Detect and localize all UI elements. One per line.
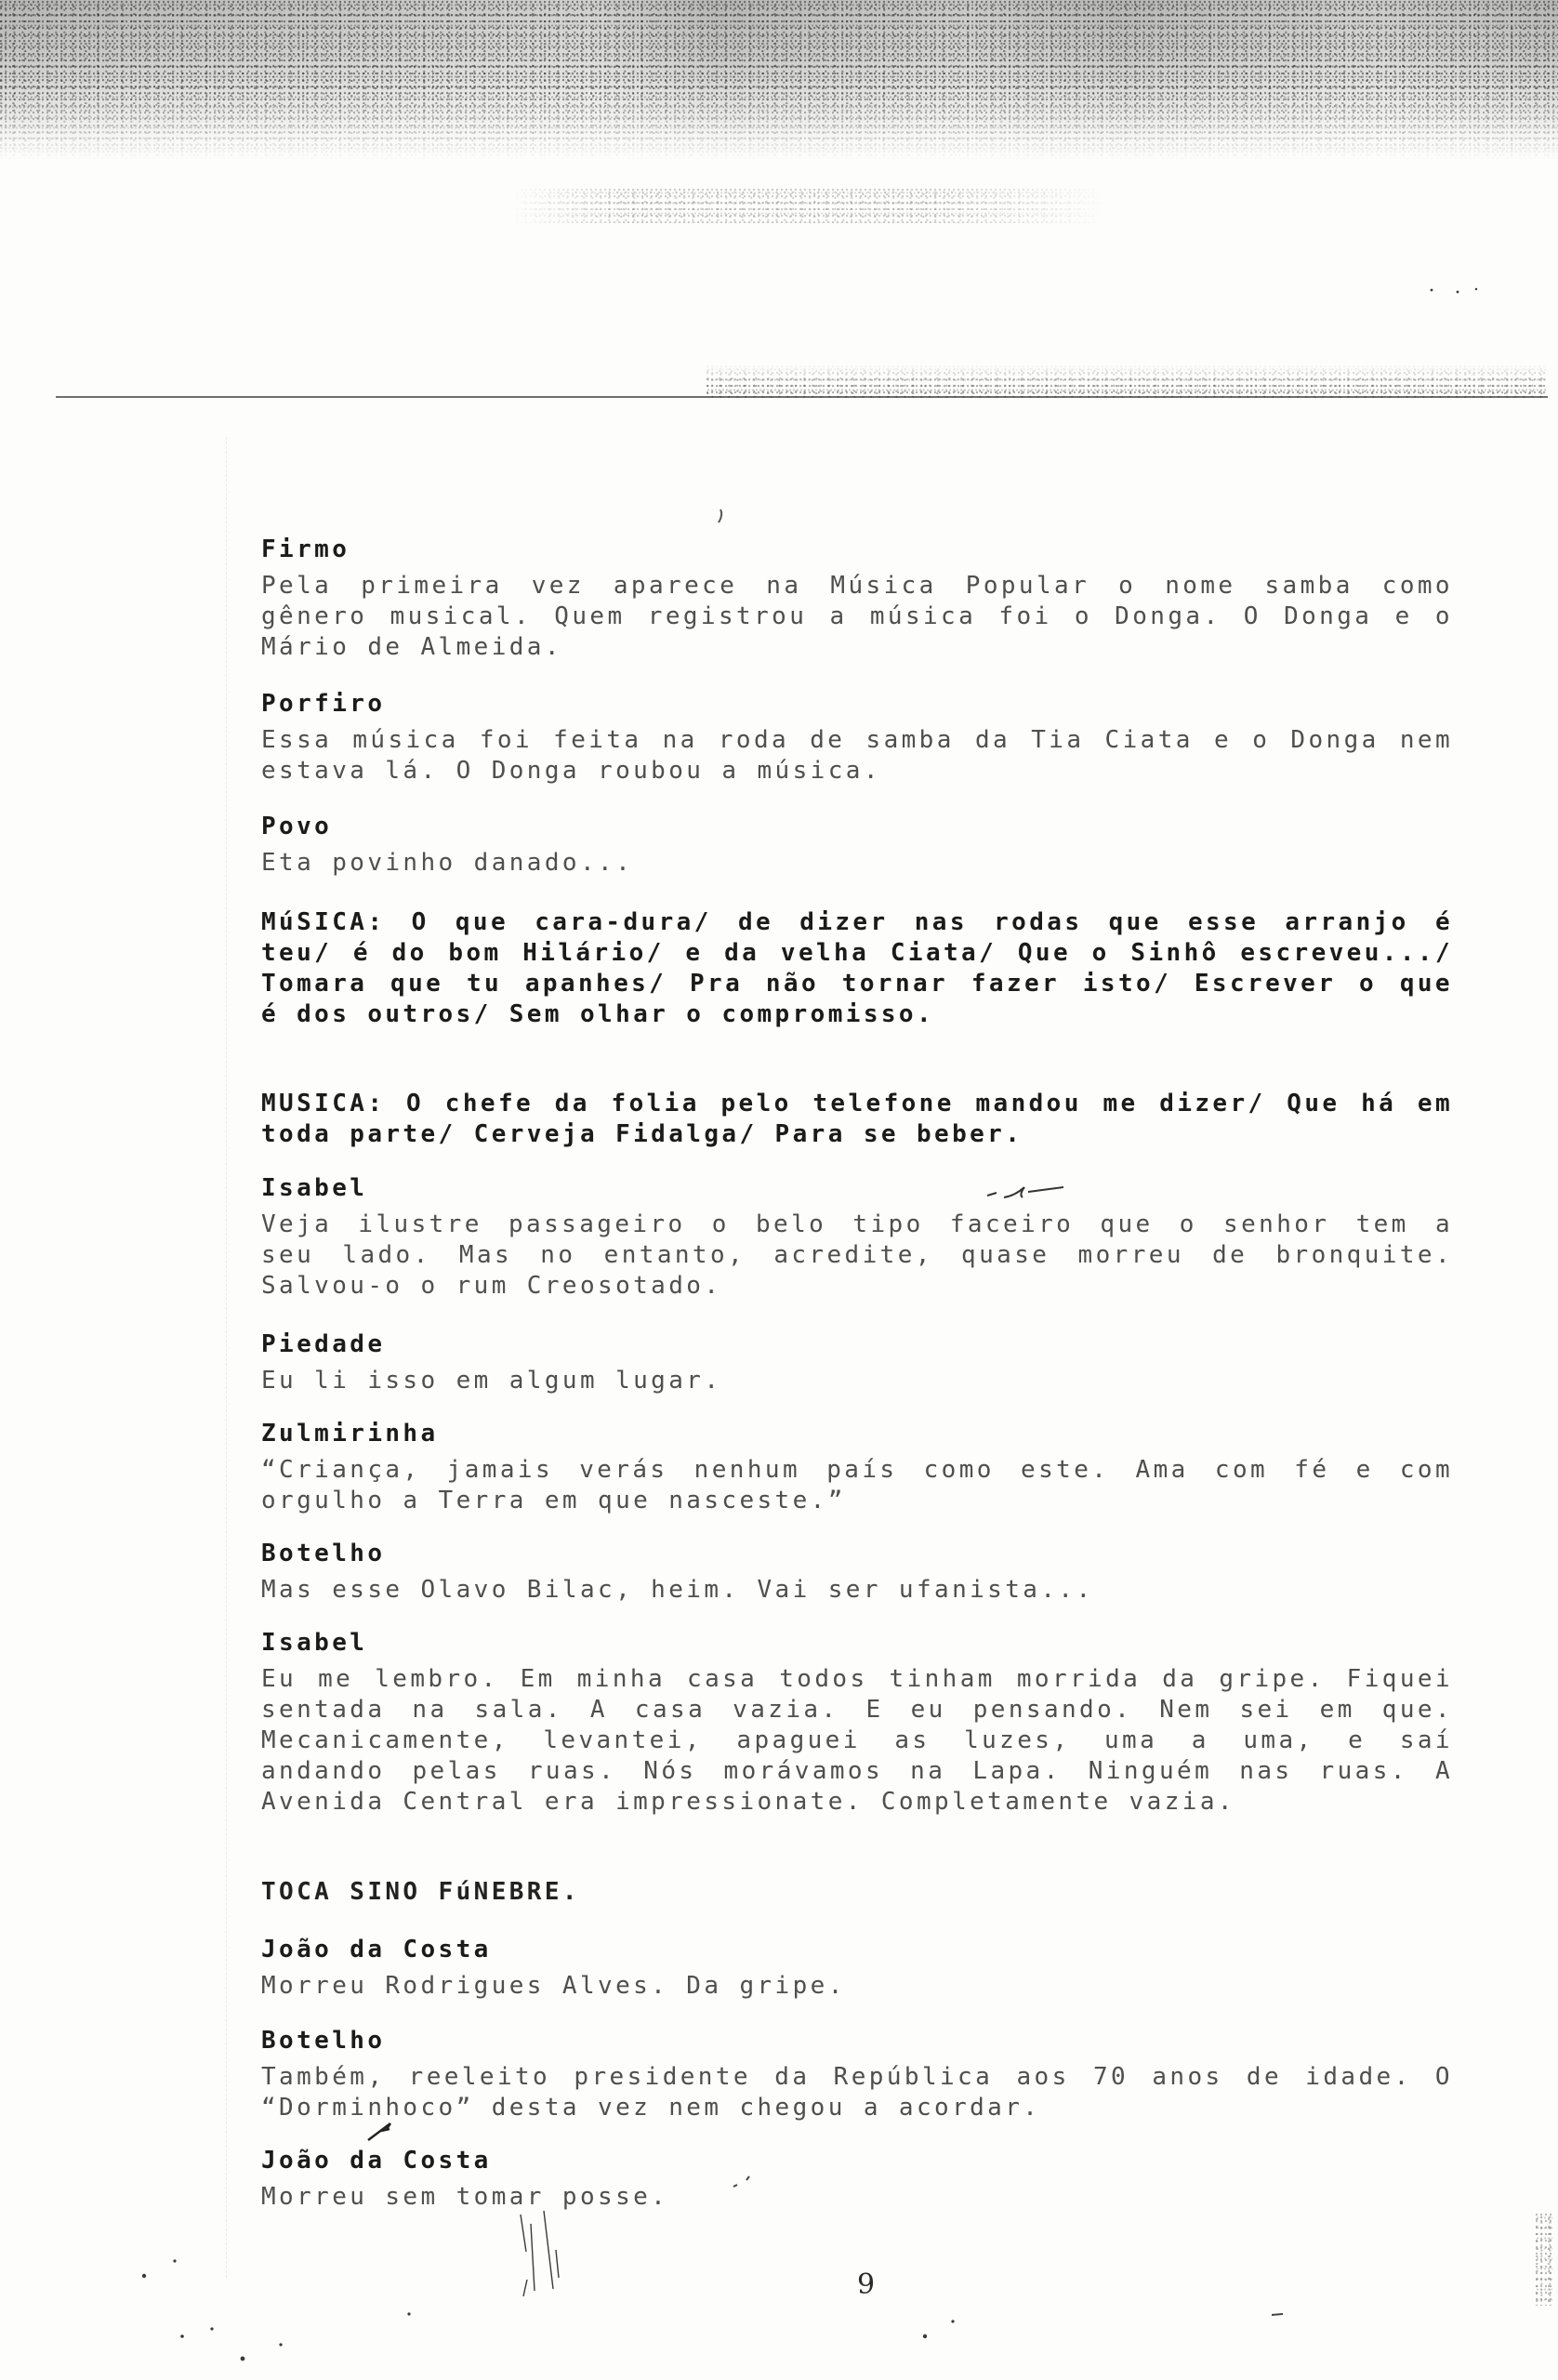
stray-dot xyxy=(241,2357,245,2361)
stray-dot xyxy=(173,2259,176,2262)
dialogue-line: Eu li isso em algum lugar. xyxy=(261,1367,722,1395)
speaker-name: Botelho xyxy=(261,2027,386,2055)
speech-isabel xyxy=(261,1173,1453,1302)
dialogue-line: Essa música foi feita na roda de samba da Tia Ciata e o Donga nem xyxy=(261,726,1453,754)
speech-zulmirinha xyxy=(261,1419,1453,1516)
dialogue-line: Salvou-o o rum Creosotado. xyxy=(261,1272,722,1300)
stray-dot xyxy=(210,2327,213,2330)
dialogue-line: Mecanicamente, levantei, apaguei as luzes, uma a uma, e saí xyxy=(261,1726,1453,1754)
speech-botelho xyxy=(261,1539,1453,1606)
lyrics-line: teu/ é do bom Hilário/ e da velha Ciata/ Que o Sinhô escreveu.../ xyxy=(261,939,1453,967)
speaker-name: Zulmirinha xyxy=(261,1420,439,1448)
speech-isabel xyxy=(261,1628,1453,1818)
dialogue-line: estava lá. O Donga roubou a música. xyxy=(261,757,881,785)
dialogue-line: Mas esse Olavo Bilac, heim. Vai ser ufanista... xyxy=(261,1576,1094,1604)
stage-direction-block xyxy=(261,1877,1453,1908)
stray-dot xyxy=(1457,291,1459,294)
stray-pen-mark xyxy=(368,2123,390,2140)
dialogue-line: Morreu sem tomar posse. xyxy=(261,2183,669,2211)
speaker-name: João da Costa xyxy=(261,1936,492,1964)
dialogue-line: Eta povinho danado... xyxy=(261,849,634,877)
scan-edge-noise xyxy=(1536,2213,1552,2306)
speaker-name: Povo xyxy=(261,813,333,840)
stray-dot xyxy=(407,2312,410,2315)
stray-dot xyxy=(142,2274,146,2278)
margin-guide-line xyxy=(226,437,227,2278)
dialogue-line: sentada na sala. A casa vazia. E eu pensando. Nem sei em que. xyxy=(261,1696,1453,1724)
lyrics-line: toda parte/ Cerveja Fidalga/ Para se beber. xyxy=(261,1120,1023,1148)
stray-dot xyxy=(1475,288,1477,290)
dialogue-line: Também, reeleito presidente da República aos 70 anos de idade. O xyxy=(261,2063,1453,2091)
speech-joao-da-costa xyxy=(261,1935,1453,2002)
dialogue-line: andando pelas ruas. Nós morávamos na Lapa. Ninguém nas ruas. A xyxy=(261,1757,1453,1785)
speech-piedade xyxy=(261,1329,1453,1396)
stray-pen-mark xyxy=(1272,2314,1283,2315)
speech-botelho xyxy=(261,2026,1453,2123)
speaker-name: Porfiro xyxy=(261,690,386,718)
stray-dot xyxy=(180,2334,184,2338)
lyrics-line: Tomara que tu apanhes/ Pra não tornar fazer isto/ Escrever o que xyxy=(261,970,1453,998)
speaker-name: Isabel xyxy=(261,1174,368,1202)
dialogue-line: “Dorminhoco” desta vez nem chegou a acordar. xyxy=(261,2094,1041,2122)
song-lyrics xyxy=(261,1089,1453,1150)
dialogue-line: Eu me lembro. Em minha casa todos tinham morrida da gripe. Fiquei xyxy=(261,1665,1453,1693)
stray-scratch-mark xyxy=(521,2211,559,2296)
speaker-name: Piedade xyxy=(261,1330,386,1358)
dialogue-line: Avenida Central era impressionate. Completamente vazia. xyxy=(261,1788,1235,1816)
scan-rule-noise xyxy=(706,364,1548,398)
scan-speckle-top xyxy=(0,0,1558,160)
dialogue-line: Veja ilustre passageiro o belo tipo faceiro que o senhor tem a xyxy=(261,1210,1453,1238)
speech-povo xyxy=(261,812,1453,879)
dialogue-line: seu lado. Mas no entanto, acredite, quase morreu de bronquite. xyxy=(261,1241,1453,1269)
stray-dot xyxy=(951,2320,954,2322)
dialogue-line: Pela primeira vez aparece na Música Popular o nome samba como xyxy=(261,572,1453,600)
stage-direction: TOCA SINO FúNEBRE. xyxy=(261,1878,580,1906)
song-lyrics xyxy=(261,907,1453,1030)
scan-smudge xyxy=(511,188,1106,223)
dialogue-line: Morreu Rodrigues Alves. Da gripe. xyxy=(261,1972,846,2000)
stray-dot xyxy=(923,2334,927,2338)
speaker-name: Botelho xyxy=(261,1540,386,1567)
lyrics-line: é dos outros/ Sem olhar o compromisso. xyxy=(261,1000,935,1028)
dialogue-line: Mário de Almeida. xyxy=(261,633,562,661)
speech-firmo xyxy=(261,535,1453,663)
speech-joao-da-costa xyxy=(261,2146,1453,2213)
stray-pen-mark xyxy=(719,509,721,522)
speech-porfiro xyxy=(261,689,1453,787)
lyrics-line: MúSICA: O que cara-dura/ de dizer nas rodas que esse arranjo é xyxy=(261,908,1453,936)
page-number: 9 xyxy=(857,2268,876,2301)
speaker-name: Firmo xyxy=(261,536,350,563)
stray-dot xyxy=(1431,289,1433,292)
stray-dot xyxy=(279,2343,282,2346)
speaker-name: Isabel xyxy=(261,1629,368,1657)
lyrics-line: MUSICA: O chefe da folia pelo telefone mandou me dizer/ Que há em xyxy=(261,1090,1453,1117)
dialogue-line: “Criança, jamais verás nenhum país como este. Ama com fé e com xyxy=(261,1456,1453,1484)
dialogue-line: orgulho a Terra em que nasceste.” xyxy=(261,1487,846,1514)
speaker-name: João da Costa xyxy=(261,2147,492,2175)
dialogue-line: gênero musical. Quem registrou a música foi o Donga. O Donga e o xyxy=(261,602,1453,630)
